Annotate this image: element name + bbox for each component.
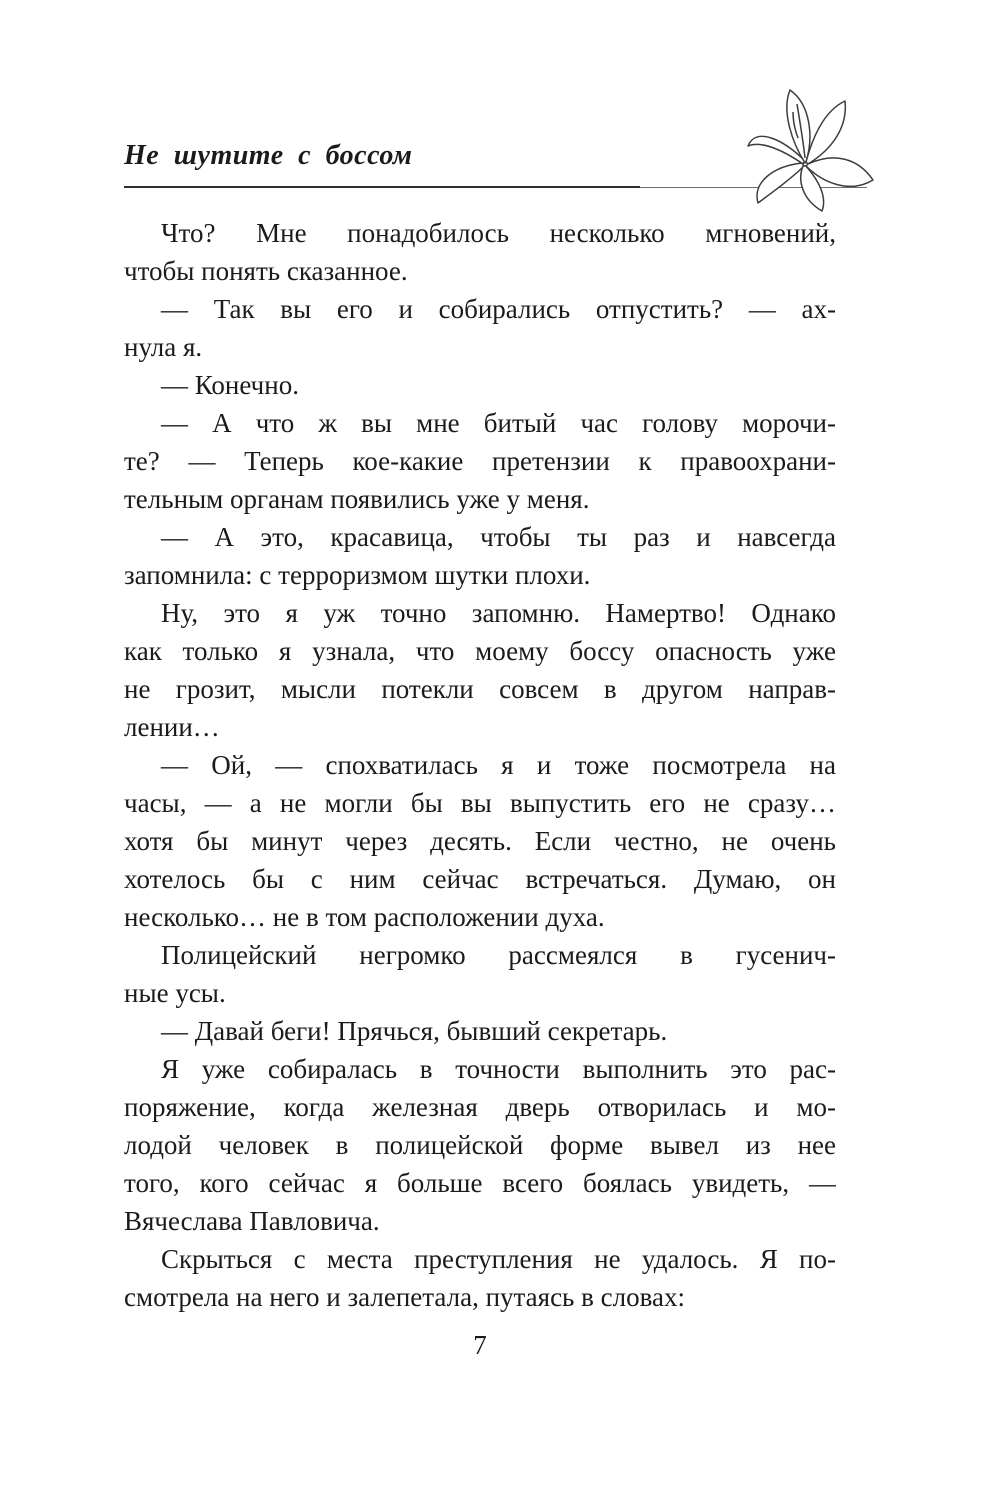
text-line: Скрыться с места преступления не удалось. Я по- xyxy=(161,1244,836,1274)
text-line: — Ой, — спохватилась я и тоже посмотрела на xyxy=(161,750,836,780)
text-line: Ну, это я уж точно запомню. Намертво! Однако xyxy=(161,598,836,628)
text-line: Что? Мне понадобилось несколько мгновений, xyxy=(161,218,836,248)
page-text xyxy=(124,214,836,1316)
paragraph xyxy=(124,290,836,366)
paragraph xyxy=(124,214,836,290)
text-line: смотрела на него и залепетала, путаясь в словах: xyxy=(124,1282,685,1312)
text-line: Я уже собиралась в точности выполнить это рас- xyxy=(161,1054,836,1084)
paragraph xyxy=(124,746,836,936)
page-number: 7 xyxy=(473,1330,487,1360)
chapter-title: Не шутите с боссом xyxy=(124,140,413,171)
paragraph xyxy=(124,936,836,1012)
paragraph xyxy=(124,1240,836,1316)
paragraph xyxy=(124,404,836,518)
header-rule xyxy=(124,186,640,188)
text-line: тельным органам появились уже у меня. xyxy=(124,484,590,514)
text-line: как только я узнала, что моему боссу опасность уже xyxy=(124,636,836,666)
text-line: — А это, красавица, чтобы ты раз и навсегда xyxy=(161,522,836,552)
text-line: лодой человек в полицейской форме вывел из нее xyxy=(124,1130,836,1160)
text-line: запомнила: с терроризмом шутки плохи. xyxy=(124,560,591,590)
text-line: лении… xyxy=(124,712,220,742)
paragraph xyxy=(124,366,836,404)
text-line: нула я. xyxy=(124,332,203,362)
text-line: — Конечно. xyxy=(161,370,299,400)
text-line: — А что ж вы мне битый час голову морочи- xyxy=(161,408,836,438)
text-line: те? — Теперь кое-какие претензии к правоохрани- xyxy=(124,446,836,476)
text-line: несколько… не в том расположении духа. xyxy=(124,902,605,932)
text-line: — Так вы его и собирались отпустить? — ах- xyxy=(161,294,836,324)
text-line: хотя бы минут через десять. Если честно, не очень xyxy=(124,826,836,856)
flower-icon xyxy=(746,86,878,214)
paragraph xyxy=(124,594,836,746)
paragraph xyxy=(124,518,836,594)
text-line: часы, — а не могли бы вы выпустить его не сразу… xyxy=(124,788,836,818)
text-line: Вячеслава Павловича. xyxy=(124,1206,380,1236)
text-line: — Давай беги! Прячься, бывший секретарь. xyxy=(161,1016,668,1046)
text-line: хотелось бы с ним сейчас встречаться. Думаю, он xyxy=(124,864,836,894)
text-line: чтобы понять сказанное. xyxy=(124,256,408,286)
text-line: ные усы. xyxy=(124,978,226,1008)
text-line: Полицейский негромко рассмеялся в гусенич- xyxy=(161,940,836,970)
text-line: того, кого сейчас я больше всего боялась увидеть, — xyxy=(124,1168,836,1198)
text-line: не грозит, мысли потекли совсем в другом направ- xyxy=(124,674,836,704)
text-line: поряжение, когда железная дверь отворилась и мо- xyxy=(124,1092,836,1122)
paragraph xyxy=(124,1012,836,1050)
paragraph xyxy=(124,1050,836,1240)
